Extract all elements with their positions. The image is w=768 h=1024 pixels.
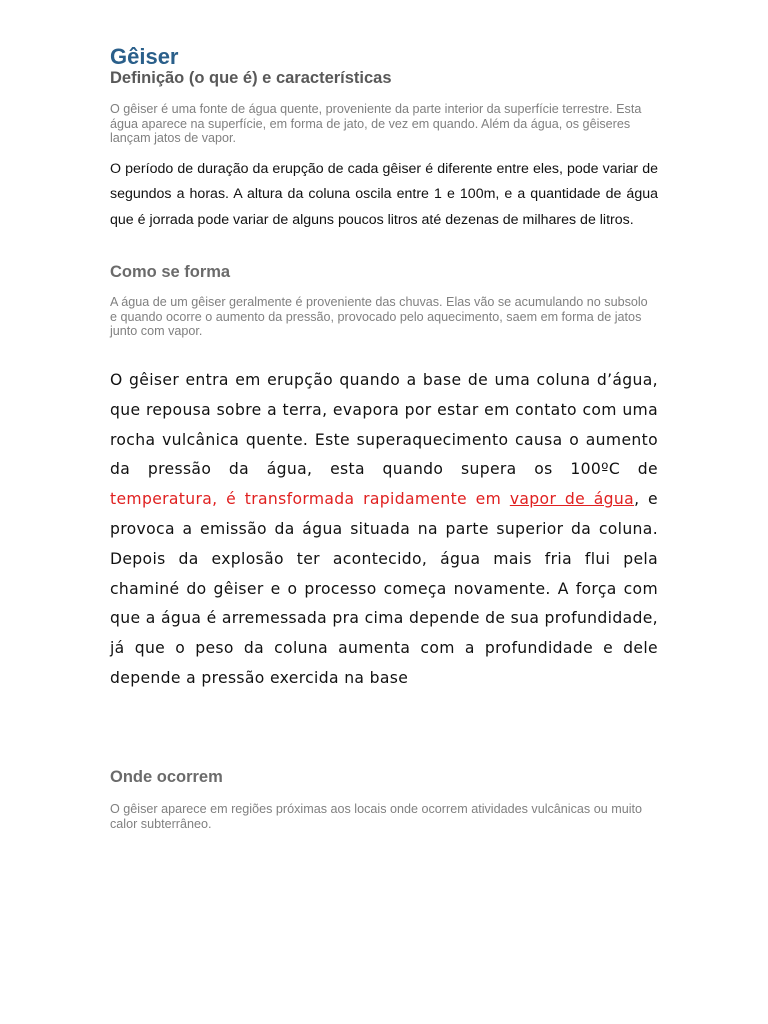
intro-paragraph: O gêiser é uma fonte de água quente, proveniente da parte interior da superfície terrestre. Esta água aparece na superfície, em forma de jato, de vez em quando. Além da água, os gêiseres lançam jatos de vapor. [110,102,642,145]
formation-paragraph: A água de um gêiser geralmente é proveniente das chuvas. Elas vão se acumulando no subsolo e quando ocorre o aumento da pressão, provocado pelo aquecimento, saem em forma de jatos junto com vapor. [110,295,648,338]
page-title: Gêiser [110,44,179,69]
page-subtitle: Definição (o que é) e características [110,69,392,87]
occurrence-paragraph: O gêiser aparece em regiões próximas aos locais onde ocorrem atividades vulcânicas ou muito calor subterrâneo. [110,802,642,831]
eruption-text-part1: O gêiser entra em erupção quando a base de uma coluna d’água, que repousa sobre a terra, evapora por estar em contato com uma rocha vulcânica quente. Este superaquecimento causa o aumento da pressão da água, esta quando supera os 100ºC de [110,371,658,479]
section-heading-occurrence: Onde ocorrem [110,768,223,786]
eruption-red-text: temperatura, é transformada rapidamente em [110,490,510,509]
vapor-de-agua-link[interactable]: vapor de água [509,490,635,509]
section-heading-formation: Como se forma [110,263,231,281]
eruption-paragraph [110,366,658,694]
eruption-text-part2: , e provoca a emissão da água situada na parte superior da coluna. Depois da explosão ter acontecido, água mais fria flui pela chaminé do gêiser e o processo começa novamente. A força com que a água é arremessada pra cima depende de sua profundidade, já que o peso da coluna aumenta com a profundidade e dele depende a pressão exercida na base [110,490,658,687]
duration-paragraph: O período de duração da erupção de cada gêiser é diferente entre eles, pode variar de segundos a horas. A altura da coluna oscila entre 1 e 100m, e a quantidade de água que é jorrada pode variar de alguns poucos litros até dezenas de milhares de litros. [110,161,658,228]
